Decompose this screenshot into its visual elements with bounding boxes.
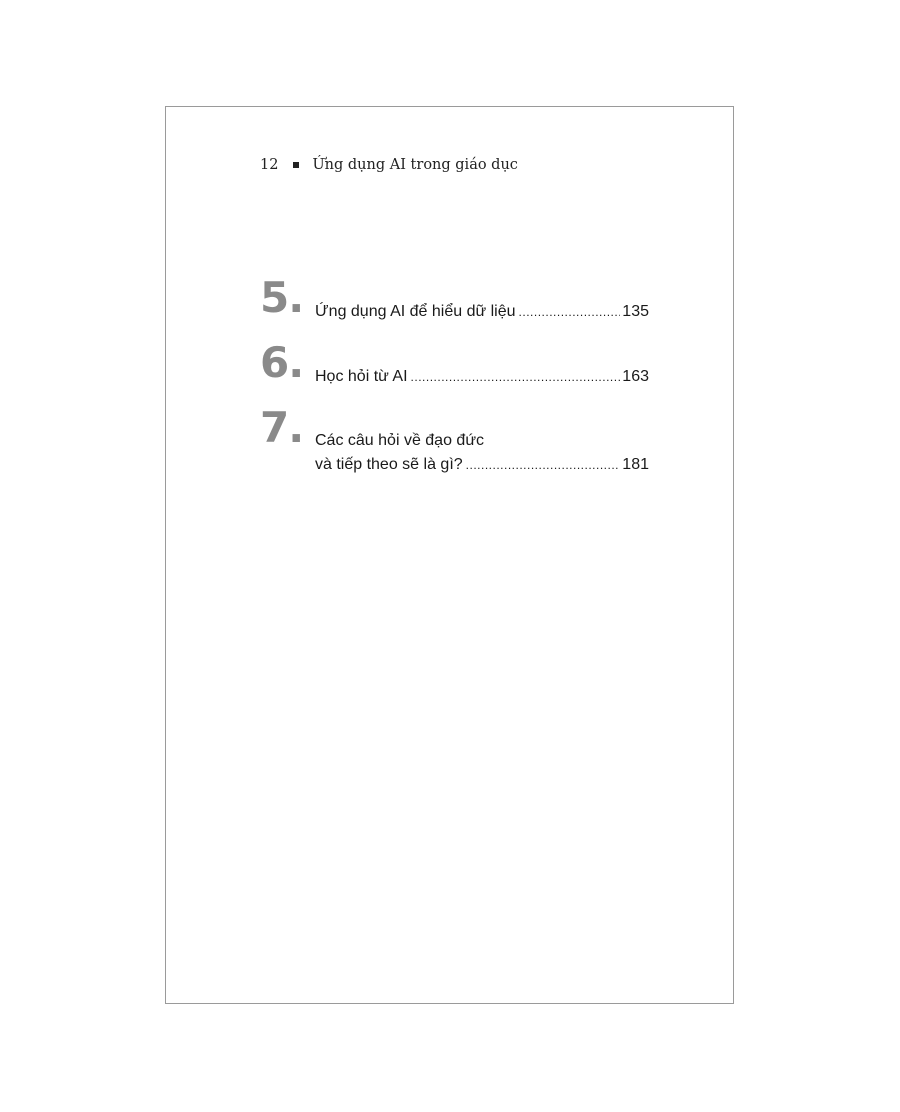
- toc-entry-text: [315, 365, 649, 389]
- toc-entry-line: [315, 453, 649, 477]
- header-page-number: 12: [260, 157, 279, 173]
- toc-entry-line: [315, 300, 649, 324]
- dot-leader: [519, 300, 621, 324]
- chapter-title: Học hỏi từ AI: [315, 368, 408, 385]
- chapter-title: và tiếp theo sẽ là gì?: [315, 456, 463, 473]
- chapter-number: 5.: [260, 273, 304, 322]
- toc-entry-text: [315, 429, 649, 477]
- chapter-page-number: 181: [622, 456, 649, 473]
- chapter-page-number: 135: [622, 303, 649, 320]
- chapter-number: 6.: [260, 338, 304, 387]
- dot-leader: [411, 365, 621, 389]
- square-bullet-icon: [293, 162, 299, 168]
- book-page: [165, 106, 734, 1004]
- header-book-title: Ứng dụng AI trong giáo dục: [312, 157, 518, 173]
- toc-entry-line: [315, 429, 649, 453]
- running-header: [260, 157, 518, 173]
- chapter-number: 7.: [260, 403, 304, 452]
- toc-entry-text: [315, 300, 649, 324]
- chapter-title-line-1: Các câu hỏi về đạo đức: [315, 432, 485, 449]
- chapter-page-number: 163: [622, 368, 649, 385]
- dot-leader: [466, 453, 621, 477]
- toc-entry-line: [315, 365, 649, 389]
- chapter-title: Ứng dụng AI để hiểu dữ liệu: [315, 303, 516, 320]
